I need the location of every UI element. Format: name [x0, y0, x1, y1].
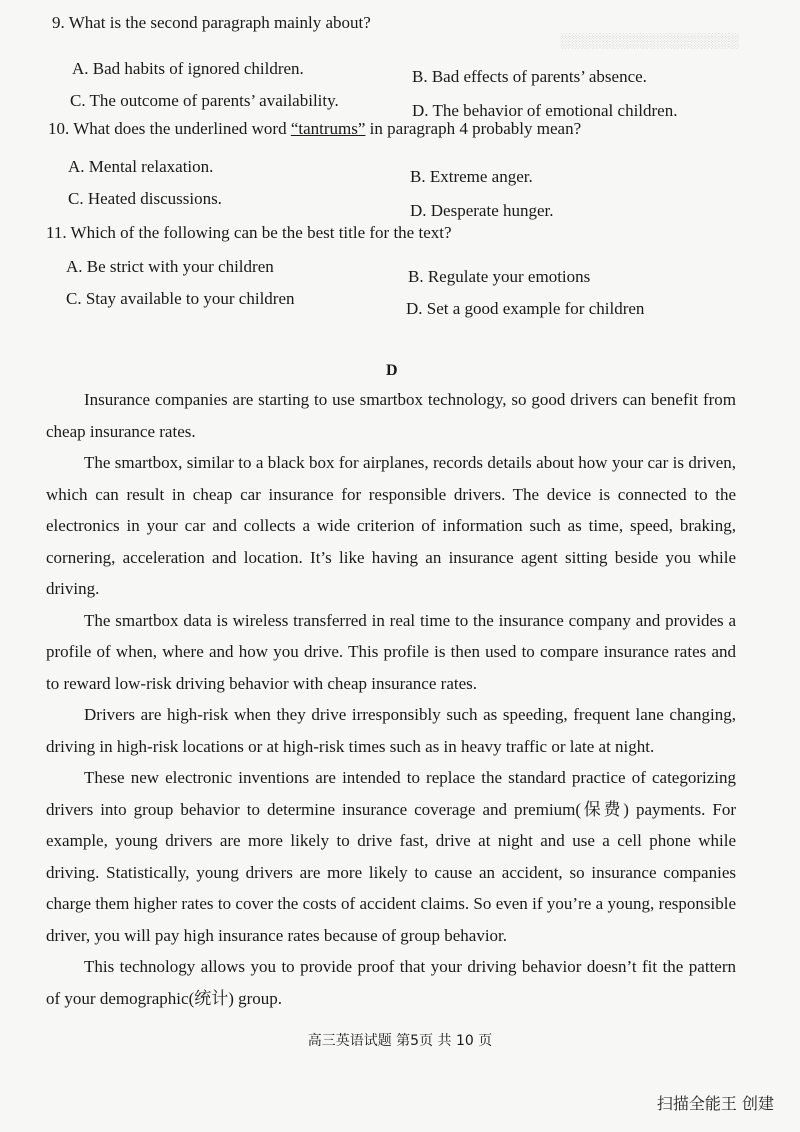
page-footer: 高三英语试题 第5页 共 10 页 [307, 1033, 493, 1049]
question-10-option-c: C. Heated discussions. [68, 189, 222, 208]
reading-passage [46, 384, 736, 1014]
section-heading: D [386, 362, 398, 379]
bleed-through-text: ░░░░░░░░░░░░░░░░░░ [560, 34, 739, 49]
question-10-stem-suffix: in paragraph 4 probably mean? [365, 119, 582, 138]
question-9-stem: 9. What is the second paragraph mainly about? [52, 13, 371, 32]
question-9-option-d: D. The behavior of emotional children. [412, 101, 678, 120]
question-9-option-a: A. Bad habits of ignored children. [72, 59, 304, 78]
scanner-watermark: 扫描全能王 创建 [656, 1094, 774, 1113]
question-11-option-d: D. Set a good example for children [406, 299, 645, 318]
question-11-option-c: C. Stay available to your children [66, 289, 295, 308]
passage-paragraph-5: These new electronic inventions are intended to replace the standard practice of categorizing drivers into group behavior to determine insurance coverage and premium(保费) payments. For example, young drivers are more likely to drive fast, drive at night and use a cell phone while driving. Statistically, young drivers are more likely to cause an accident, so insurance companies charge them higher rates to cover the costs of accident claims. So even if you’re a young, responsible driver, you will pay high insurance rates because of group behavior. [46, 768, 736, 945]
passage-paragraph-2: The smartbox, similar to a black box for airplanes, records details about how your car is driven, which can result in cheap car insurance for responsible drivers. The device is connected to the electronics in your car and collects a wide criterion of information such as time, speed, braking, cornering, acceleration and location. It’s like having an insurance agent sitting beside you while driving. [46, 453, 736, 598]
question-10-underlined-word: “tantrums” [290, 119, 366, 138]
passage-paragraph-1: Insurance companies are starting to use smartbox technology, so good drivers can benefit from cheap insurance rates. [46, 390, 736, 441]
passage-paragraph-3: The smartbox data is wireless transferred in real time to the insurance company and provides a profile of when, where and how you drive. This profile is then used to compare insurance rates and to reward low-risk driving behavior with cheap insurance rates. [46, 610, 736, 693]
question-11-option-a: A. Be strict with your children [66, 257, 274, 276]
question-11-option-b: B. Regulate your emotions [408, 267, 591, 286]
question-10-stem [48, 118, 581, 140]
question-10-option-a: A. Mental relaxation. [68, 157, 214, 176]
passage-paragraph-6: This technology allows you to provide proof that your driving behavior doesn’t fit the pattern of your demographic(统计) group. [46, 957, 736, 1008]
question-10-option-b: B. Extreme anger. [410, 167, 533, 186]
passage-paragraph-4: Drivers are high-risk when they drive irresponsibly such as speeding, frequent lane changing, driving in high-risk locations or at high-risk times such as in heavy traffic or late at night. [46, 705, 736, 756]
question-10-stem-prefix: 10. What does the underlined word [48, 119, 291, 138]
question-10-option-d: D. Desperate hunger. [410, 201, 554, 220]
question-11-stem: 11. Which of the following can be the best title for the text? [46, 223, 452, 242]
question-9-option-b: B. Bad effects of parents’ absence. [412, 67, 647, 86]
question-9-option-c: C. The outcome of parents’ availability. [70, 91, 339, 110]
